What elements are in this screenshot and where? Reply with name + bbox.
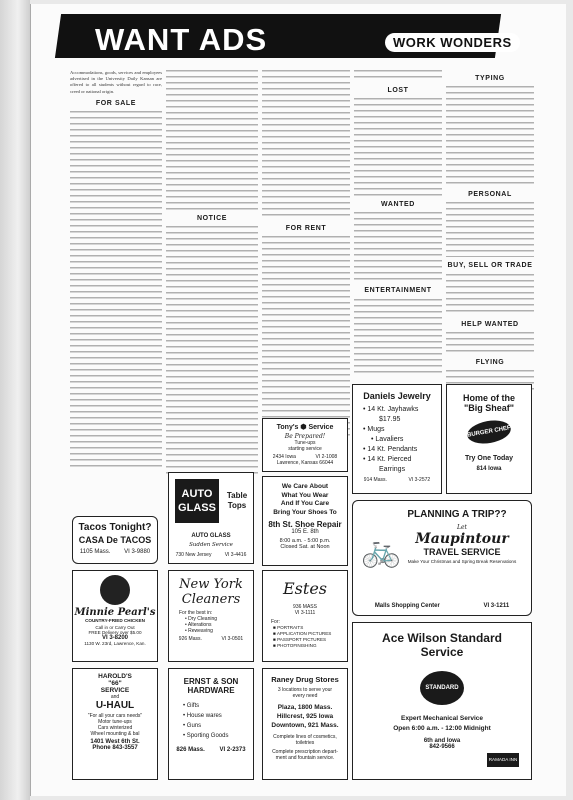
ace-wilson-l1: Ace Wilson Standard <box>382 631 502 645</box>
section-notice: NOTICE <box>196 215 228 222</box>
big-sheaf-ad <box>446 384 532 494</box>
raney-name: Raney Drug Stores <box>271 675 339 684</box>
tacos-ad <box>72 516 158 564</box>
nyc-service2: • Alterations <box>185 622 212 628</box>
harolds-l5: U-HAUL <box>95 700 135 711</box>
harolds-tag: "For all your cars needs" <box>87 713 143 719</box>
harolds-l3: SERVICE <box>100 687 130 694</box>
nyc-service3: • Reweaving <box>185 628 213 634</box>
maupintour-contact <box>353 603 531 609</box>
raney-l5: Downtown, 921 Mass. <box>271 722 339 729</box>
daniels-item: • 14 Kt. Pierced <box>363 456 412 463</box>
section-buy-sell-trade: BUY, SELL OR TRADE <box>447 262 533 270</box>
tacos-name: CASA De TACOS <box>78 535 152 545</box>
classified-listings <box>446 86 534 186</box>
harolds-s2: Cars winterized <box>97 725 133 731</box>
ace-wilson-address1: 6th and Iowa <box>423 738 461 744</box>
harolds-l2: "66" <box>108 680 122 687</box>
classified-listings <box>354 70 442 82</box>
shoe-name: 8th St. Shoe Repair <box>268 520 342 529</box>
daniels-price: $17.95 <box>379 416 401 423</box>
tacos-contact <box>73 549 157 555</box>
column-3 <box>262 70 350 436</box>
estes-name: Estes <box>283 579 327 598</box>
classified-listings <box>70 111 162 471</box>
daniels-item: • Mugs <box>363 426 385 433</box>
ace-wilson-l2: Service <box>420 645 464 659</box>
estes-item: ■ APPLICATION PICTURES <box>273 631 332 636</box>
ace-wilson-address2: 842-9566 <box>429 744 455 750</box>
daniels-name: Daniels Jewelry <box>363 391 431 401</box>
minnie-pearl-sub: COUNTRY-FRIED CHICKEN <box>85 618 145 623</box>
maupintour-phone: VI 3-1211 <box>483 603 510 609</box>
nyc-contact <box>169 636 253 642</box>
auto-glass-caption: AUTO GLASS <box>191 533 231 539</box>
raney-l3: Plaza, 1800 Mass. <box>277 704 333 711</box>
maupintour-title: PLANNING A TRIP?? <box>407 509 507 520</box>
section-flying: FLYING <box>475 358 505 366</box>
maupintour-name: Maupintour <box>415 531 509 547</box>
shoe-l4: Bring Your Shoes To <box>273 508 337 516</box>
daniels-item-cont: Earrings <box>379 466 406 473</box>
estes-item: ■ PORTRAITS <box>273 625 304 630</box>
maupintour-sub: TRAVEL SERVICE <box>423 547 501 557</box>
ernst-item: • Gifts <box>183 703 200 709</box>
harolds-s1: Motor tune-ups <box>98 719 132 725</box>
daniels-item: • 14 Kt. Pendants <box>363 446 418 453</box>
ace-wilson-ad <box>352 622 532 780</box>
shoe-hours: 8:00 a.m. - 5:00 p.m. <box>279 538 331 544</box>
section-wanted: WANTED <box>381 201 415 209</box>
tonys-phone: VI 2-1008 <box>315 454 338 460</box>
shoe-address: 105 E. 8th <box>291 529 319 535</box>
estes-services <box>263 625 347 649</box>
ernst-l2: HARDWARE <box>187 686 235 695</box>
tacos-phone: VI 3-9880 <box>124 549 151 555</box>
harolds-ad <box>72 668 158 780</box>
column-1 <box>70 70 162 471</box>
estes-item: ■ PASSPORT PICTURES <box>273 637 327 642</box>
ernst-l1: ERNST & SON <box>183 677 239 686</box>
ernst-address: 826 Mass. <box>176 747 205 753</box>
banner-title: WANT ADS <box>95 22 268 57</box>
binding-shadow <box>0 0 30 800</box>
shoe-l1: We Care About <box>281 483 329 490</box>
standard-logo: STANDARD <box>420 671 464 705</box>
minnie-pearls-ad <box>72 570 158 662</box>
section-for-sale: FOR SALE <box>95 99 137 107</box>
estes-phone: VI 3-1111 <box>294 610 316 616</box>
harolds-address: 1401 West 6th St. <box>90 739 140 745</box>
ernst-item: • House wares <box>183 713 222 719</box>
shoe-closed: Closed Sat. at Noon <box>280 544 330 550</box>
column-5 <box>446 70 534 394</box>
estes-address: 936 MASS <box>293 604 317 610</box>
nyc-name1: New York <box>179 577 243 592</box>
raney-l6: Complete lines of cosmetics, <box>273 734 337 740</box>
classified-listings <box>166 226 258 476</box>
harolds-phone: Phone 843-3557 <box>92 745 138 751</box>
nyc-service1: • Dry Cleaning <box>185 616 218 622</box>
ernst-phone: VI 2-2373 <box>219 747 246 753</box>
ernst-hardware-ad <box>168 668 254 780</box>
daniels-item: • 14 Kt. Jayhawks <box>363 406 419 413</box>
estes-for: For: <box>271 619 280 625</box>
section-personal: PERSONAL <box>468 191 512 199</box>
banner-tagline: WORK WONDERS <box>385 33 520 52</box>
harolds-l1: HAROLD'S <box>98 673 132 680</box>
nyc-phone: VI 3-0501 <box>221 636 244 642</box>
ernst-items <box>169 701 253 741</box>
maupintour-let: Let <box>457 524 467 531</box>
tacos-title: Tacos Tonight? <box>78 522 152 533</box>
ernst-item: • Guns <box>183 723 202 729</box>
minnie-pearl-phone: VI 3-8200 <box>101 635 129 641</box>
raney-l1: 3 locations to serve your <box>277 687 333 693</box>
burger-chef-logo: BURGER CHEF <box>465 417 512 446</box>
classified-listings <box>354 212 442 282</box>
daniels-contact <box>353 477 441 483</box>
auto-glass-tables: Table Tops <box>226 491 248 510</box>
raney-l2: every need <box>292 693 318 699</box>
classified-listings <box>446 202 534 257</box>
minnie-pearl-name: Minnie Pearl's <box>74 607 156 618</box>
minnie-pearl-logo-icon <box>100 575 130 605</box>
tonys-ad <box>262 418 348 472</box>
minnie-pearl-address: 1130 W. 23rd, Lawrence, Kan. <box>84 641 146 646</box>
nyc-name2: Cleaners <box>181 592 241 607</box>
column-2 <box>166 70 258 476</box>
section-lost: LOST <box>387 87 409 94</box>
minnie-pearl-line2: FREE Delivery over $5.00 <box>88 630 142 635</box>
tonys-city: Lawrence, Kansas 66044 <box>276 460 334 466</box>
raney-drug-ad <box>262 668 348 780</box>
section-typing: TYPING <box>475 75 505 82</box>
minnie-pearl-line1: Call in or Carry Out <box>95 625 135 630</box>
raney-locations <box>263 703 347 730</box>
daniels-jewelry-ad <box>352 384 442 494</box>
tonys-tag1: Be Prepared! <box>284 433 326 440</box>
raney-l9: ment and fountain service. <box>275 755 335 761</box>
auto-glass-phone: VI 3-4416 <box>224 552 247 558</box>
big-sheaf-l1: Home of the <box>462 393 515 403</box>
daniels-items <box>353 405 441 475</box>
auto-glass-address: 730 New Jersey <box>175 552 212 558</box>
nyc-address: 926 Mass. <box>178 636 202 642</box>
estes-ad <box>262 570 348 662</box>
ramada-inn-badge: RAMADA INN <box>487 753 519 767</box>
big-sheaf-try: Try One Today <box>464 455 514 462</box>
classified-listings <box>446 332 534 354</box>
ernst-item: • Sporting Goods <box>183 733 229 739</box>
shoe-l3: And If You Care <box>280 500 330 507</box>
section-entertainment: ENTERTAINMENT <box>364 287 432 295</box>
raney-l8: Complete prescription depart- <box>272 749 338 755</box>
classified-listings <box>262 236 350 436</box>
tonys-66-icon: ⬢ <box>300 424 307 431</box>
big-sheaf-l2: "Big Sheaf" <box>463 403 515 413</box>
shoe-repair-tagline <box>263 483 347 517</box>
harolds-s3: Wheel mounting & bal <box>90 731 140 737</box>
ernst-contact <box>169 747 253 753</box>
estes-item: ■ PHOTOFINISHING <box>273 643 317 648</box>
daniels-address: 914 Mass. <box>363 477 387 483</box>
harolds-l4: and <box>110 694 120 700</box>
auto-glass-logo: AUTO GLASS <box>175 479 219 523</box>
maupintour-tag: Make Your Christmas and Spring Break Reservations <box>407 559 517 564</box>
ace-wilson-hours: Open 6:00 a.m. - 12:00 Midnight <box>393 725 491 732</box>
bicycle-icon: 🚲 <box>361 532 401 568</box>
auto-glass-service: Sudden Service <box>189 542 233 548</box>
tonys-tag3: starting service <box>288 446 322 452</box>
classified-listings <box>354 299 442 377</box>
tonys-tag2: Tune-ups <box>294 440 316 446</box>
daniels-item: • Lavaliers <box>371 436 404 443</box>
tonys-name: Tony's ⬢ Service <box>276 424 334 431</box>
daniels-phone: VI 3-2572 <box>408 477 431 483</box>
new-york-cleaners-ad <box>168 570 254 662</box>
raney-l7: toiletries <box>295 740 315 746</box>
column-4 <box>354 70 442 377</box>
section-for-rent: FOR RENT <box>285 225 327 232</box>
classified-listings <box>262 70 350 220</box>
classified-listings <box>166 70 258 210</box>
tacos-address: 1105 Mass. <box>79 549 111 555</box>
auto-glass-ad <box>168 472 254 564</box>
maupintour-ad <box>352 500 532 616</box>
classified-listings <box>354 98 442 196</box>
ace-wilson-expert: Expert Mechanical Service <box>400 715 483 722</box>
auto-glass-contact <box>169 552 253 558</box>
shoe-l2: What You Wear <box>281 491 329 499</box>
classified-listings <box>446 274 534 316</box>
tonys-address: 2434 Iowa <box>272 454 296 460</box>
maupintour-location: Malls Shopping Center <box>374 603 440 609</box>
raney-l4: Hillcrest, 925 Iowa <box>276 713 334 720</box>
intro-text: Accommodations, goods, services and employees advertised in the University Daily Kansan are offered to all students without regard to race, creed or national origin. <box>70 70 162 94</box>
big-sheaf-address: 814 Iowa <box>476 466 502 472</box>
nyc-best: For the best in: <box>179 610 213 616</box>
section-help-wanted: HELP WANTED <box>461 320 519 328</box>
shoe-repair-ad <box>262 476 348 566</box>
